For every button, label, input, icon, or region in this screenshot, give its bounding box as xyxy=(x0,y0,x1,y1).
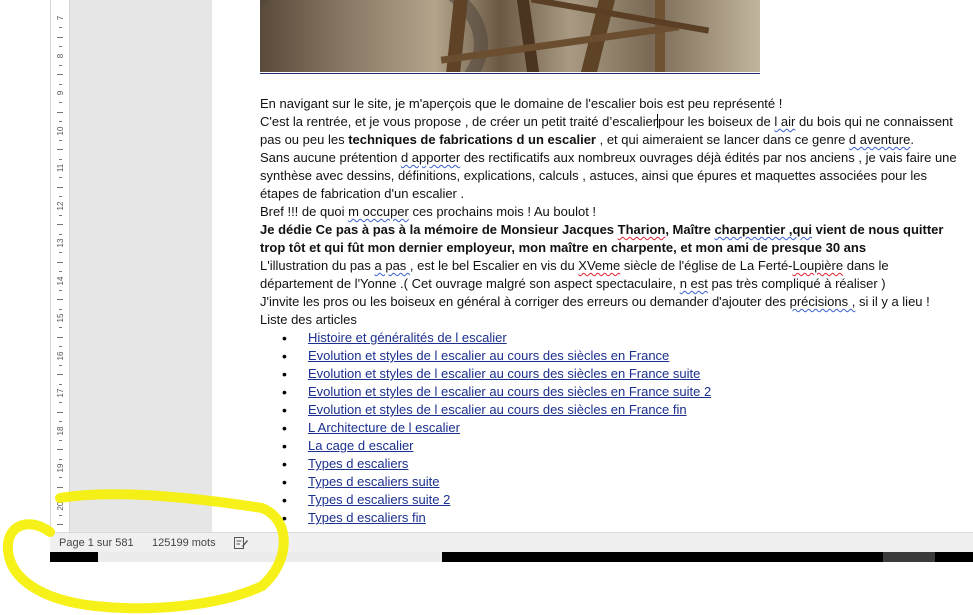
article-link[interactable]: Types d escaliers fin xyxy=(308,510,426,525)
ruler-tick xyxy=(59,177,62,178)
ruler-number: 13 xyxy=(56,238,65,248)
ruler-number: 15 xyxy=(56,313,65,323)
staircase-photo xyxy=(260,0,760,72)
article-link[interactable]: Evolution et styles de l escalier au cours des siècles en France suite 2 xyxy=(308,384,712,399)
ruler-tick xyxy=(59,121,62,122)
ruler-number: 7 xyxy=(56,15,65,21)
taskbar-segment xyxy=(883,552,935,562)
list-item xyxy=(260,437,960,455)
article-link[interactable]: Histoire et généralités de l escalier xyxy=(308,330,507,345)
list-item xyxy=(260,401,960,419)
list-item xyxy=(260,509,960,527)
ruler-number: 9 xyxy=(56,90,65,96)
ruler-number: 10 xyxy=(56,126,65,135)
word-count[interactable]: 125199 mots xyxy=(152,537,216,549)
ruler-tick xyxy=(59,515,62,516)
ruler-tick xyxy=(59,327,62,328)
ruler-tick xyxy=(59,159,62,160)
article-link[interactable]: Types d escaliers suite 2 xyxy=(308,492,451,507)
proofing-document-icon[interactable] xyxy=(233,536,249,550)
ruler-tick xyxy=(59,365,62,366)
left-margin xyxy=(0,0,50,532)
ruler-tick xyxy=(59,234,62,235)
vertical-ruler[interactable] xyxy=(50,0,70,532)
ruler-tick xyxy=(57,187,63,188)
paragraph: Bref !!! de quoi m occuper ces prochains mois ! Au boulot ! xyxy=(260,204,597,219)
ruler-tick xyxy=(59,84,62,85)
ruler-tick xyxy=(59,290,62,291)
document-page[interactable] xyxy=(212,0,973,532)
ruler-tick xyxy=(59,196,62,197)
ruler-tick xyxy=(57,524,63,525)
ruler-tick xyxy=(59,496,62,497)
ruler-tick xyxy=(57,224,63,225)
ruler-tick xyxy=(59,215,62,216)
ruler-number: 12 xyxy=(56,201,65,210)
ruler-tick xyxy=(57,74,63,75)
ruler-tick xyxy=(59,271,62,272)
ruler-tick xyxy=(57,412,63,413)
ruler-tick xyxy=(59,46,62,47)
ruler-tick xyxy=(57,374,63,375)
ruler-tick xyxy=(57,262,63,263)
ruler-number: 17 xyxy=(56,388,65,398)
taskbar-strip xyxy=(50,552,973,562)
ruler-tick xyxy=(57,299,63,300)
ruler-number: 18 xyxy=(56,426,65,435)
list-heading: Liste des articles xyxy=(260,312,357,327)
ruler-tick xyxy=(57,337,63,338)
ruler-number: 11 xyxy=(56,163,65,173)
article-link[interactable]: L Architecture de l escalier xyxy=(308,420,460,435)
paragraph: L'illustration du pas a pas , est le bel Escalier en vis du XVeme siècle de l'église de La Ferté-Loupière dans le département de l'Yonne .( Cet ouvrage malgré son aspect spectaculaire, n est pas très compliqué à réaliser ) xyxy=(260,258,889,291)
article-link[interactable]: Evolution et styles de l escalier au cours des siècles en France fin xyxy=(308,402,687,417)
list-item xyxy=(260,419,960,437)
list-item xyxy=(260,473,960,491)
ruler-tick xyxy=(57,487,63,488)
taskbar-segment xyxy=(98,552,442,562)
list-item xyxy=(260,329,960,347)
status-bar xyxy=(50,532,973,553)
list-item xyxy=(260,383,960,401)
ruler-tick xyxy=(57,449,63,450)
ruler-tick xyxy=(57,149,63,150)
document-canvas xyxy=(70,0,212,532)
ruler-number: 8 xyxy=(56,53,65,58)
document-body[interactable] xyxy=(260,95,960,527)
ruler-tick xyxy=(57,112,63,113)
article-link[interactable]: Evolution et styles de l escalier au cours des siècles en France xyxy=(308,348,670,363)
page-count[interactable]: Page 1 sur 581 xyxy=(59,537,134,549)
paragraph: En navigant sur le site, je m'aperçois que le domaine de l'escalier bois est peu représenté ! xyxy=(260,96,783,111)
list-item xyxy=(260,491,960,509)
ruler-tick xyxy=(57,37,63,38)
paragraph: Sans aucune prétention d apporter des rectificatifs aux nombreux ouvrages déjà édités par nos anciens , je vais faire une synthèse avec dessins, définitions, explications, calculs , astuces, ainsi que épures et maquettes associées pour les étapes de fabrication d'un escalier . xyxy=(260,150,957,201)
ruler-number: 19 xyxy=(56,463,65,473)
ruler-tick xyxy=(59,252,62,253)
ruler-tick xyxy=(59,346,62,347)
ruler-tick xyxy=(59,140,62,141)
article-link[interactable]: Types d escaliers xyxy=(308,456,409,471)
ruler-tick xyxy=(59,477,62,478)
article-link[interactable]: Types d escaliers suite xyxy=(308,474,440,489)
ruler-tick xyxy=(59,27,62,28)
article-link[interactable]: Evolution et styles de l escalier au cours des siècles en France suite xyxy=(308,366,701,381)
ruler-tick xyxy=(59,402,62,403)
ruler-tick xyxy=(59,440,62,441)
ruler-number: 14 xyxy=(56,276,65,285)
ruler-tick xyxy=(59,102,62,103)
ruler-number: 20 xyxy=(56,501,65,510)
ruler-tick xyxy=(59,65,62,66)
ruler-tick xyxy=(59,384,62,385)
list-item xyxy=(260,347,960,365)
paragraph: J'invite les pros ou les boiseux en général à corriger des erreurs ou demander d'ajouter des précisions , si il y a lieu ! xyxy=(260,294,930,309)
ruler-number: 16 xyxy=(56,351,65,360)
paragraph: C'est la rentrée, et je vous propose , de créer un petit traité d’escalierpour les boiseux de l air du bois qui ne connaissent pas ou peu les techniques de fabrications d un escalier , et qui aimeraient se lancer dans ce genre d aventure. xyxy=(260,114,953,147)
article-list xyxy=(260,329,960,527)
ruler-tick xyxy=(59,459,62,460)
photo-border-line xyxy=(260,73,760,74)
list-item xyxy=(260,455,960,473)
list-item xyxy=(260,365,960,383)
ruler-tick xyxy=(59,421,62,422)
ruler-tick xyxy=(59,309,62,310)
article-link[interactable]: La cage d escalier xyxy=(308,438,414,453)
paragraph-dedication: Je dédie Ce pas à pas à la mémoire de Monsieur Jacques Tharion, Maître charpentier ,qui vient de nous quitter trop tôt et qui fût mon dernier employeur, mon maître en charpente, et mon ami de presque 30 ans xyxy=(260,222,944,255)
